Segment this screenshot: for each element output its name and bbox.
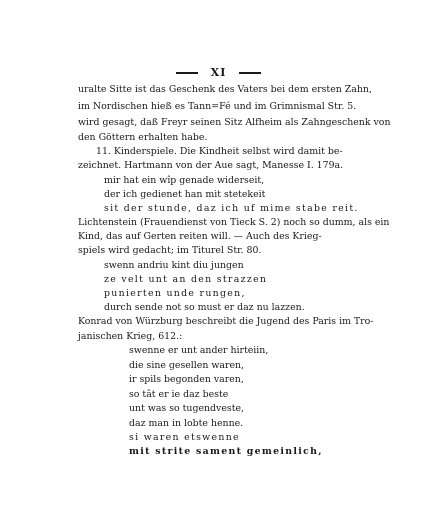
text-line: si waren etswenne bbox=[129, 432, 240, 443]
text-line: im Nordischen hieß es Tann=Fé und im Grimnismal Str. 5. bbox=[78, 101, 357, 112]
text-line: uralte Sitte ist das Geschenk des Vaters bei dem ersten Zahn, bbox=[78, 84, 372, 95]
text-line: zeichnet. Hartmann von der Aue sagt, Manesse I. 179a. bbox=[78, 160, 344, 171]
text-line: die sine gesellen waren, bbox=[129, 360, 245, 371]
text-line: wird gesagt, daß Freyr seinen Sitz Alfheim als Zahngeschenk von bbox=[78, 117, 391, 128]
header-dash-left bbox=[176, 72, 198, 74]
text-line: swenne er unt ander hirteiin, bbox=[129, 345, 269, 356]
page-header bbox=[0, 66, 437, 79]
text-line: punierten unde rungen, bbox=[104, 288, 246, 299]
text-line: mir hat ein wîp genade widerseit, bbox=[104, 175, 265, 186]
text-line: ze velt unt an den strazzen bbox=[104, 274, 268, 285]
text-line: Konrad von Würzburg beschreibt die Jugend des Paris im Tro- bbox=[78, 316, 374, 327]
text-line: janischen Krieg, 612.: bbox=[78, 331, 183, 342]
page-number: XI bbox=[210, 66, 227, 79]
text-line: ir spils begonden varen, bbox=[129, 374, 244, 385]
text-line: durch sende not so must er daz nu lazzen. bbox=[104, 302, 305, 313]
text-line: Lichtenstein (Frauendienst von Tieck S. 2) noch so dumm, als ein bbox=[78, 217, 390, 228]
text-line: swenn andriu kint diu jungen bbox=[104, 260, 244, 271]
text-line: Kind, das auf Gerten reiten will. — Auch des Krieg- bbox=[78, 231, 322, 242]
text-line: so tât er ie daz beste bbox=[129, 389, 229, 400]
text-line: mit strite sament gemeinlich, bbox=[129, 446, 323, 457]
text-line: der ich gedienet han mit stetekeit bbox=[104, 189, 266, 200]
text-line: daz man in lobte henne. bbox=[129, 418, 244, 429]
text-line: sit der stunde, daz ich uf mime stabe reit. bbox=[104, 203, 359, 214]
text-line: spiels wird gedacht; im Titurel Str. 80. bbox=[78, 245, 262, 256]
text-line: 11. Kinderspiele. Die Kindheit selbst wird damit be- bbox=[96, 146, 343, 157]
header-dash-right bbox=[239, 72, 261, 74]
text-line: unt was so tugendveste, bbox=[129, 403, 245, 414]
text-line: den Göttern erhalten habe. bbox=[78, 132, 208, 143]
